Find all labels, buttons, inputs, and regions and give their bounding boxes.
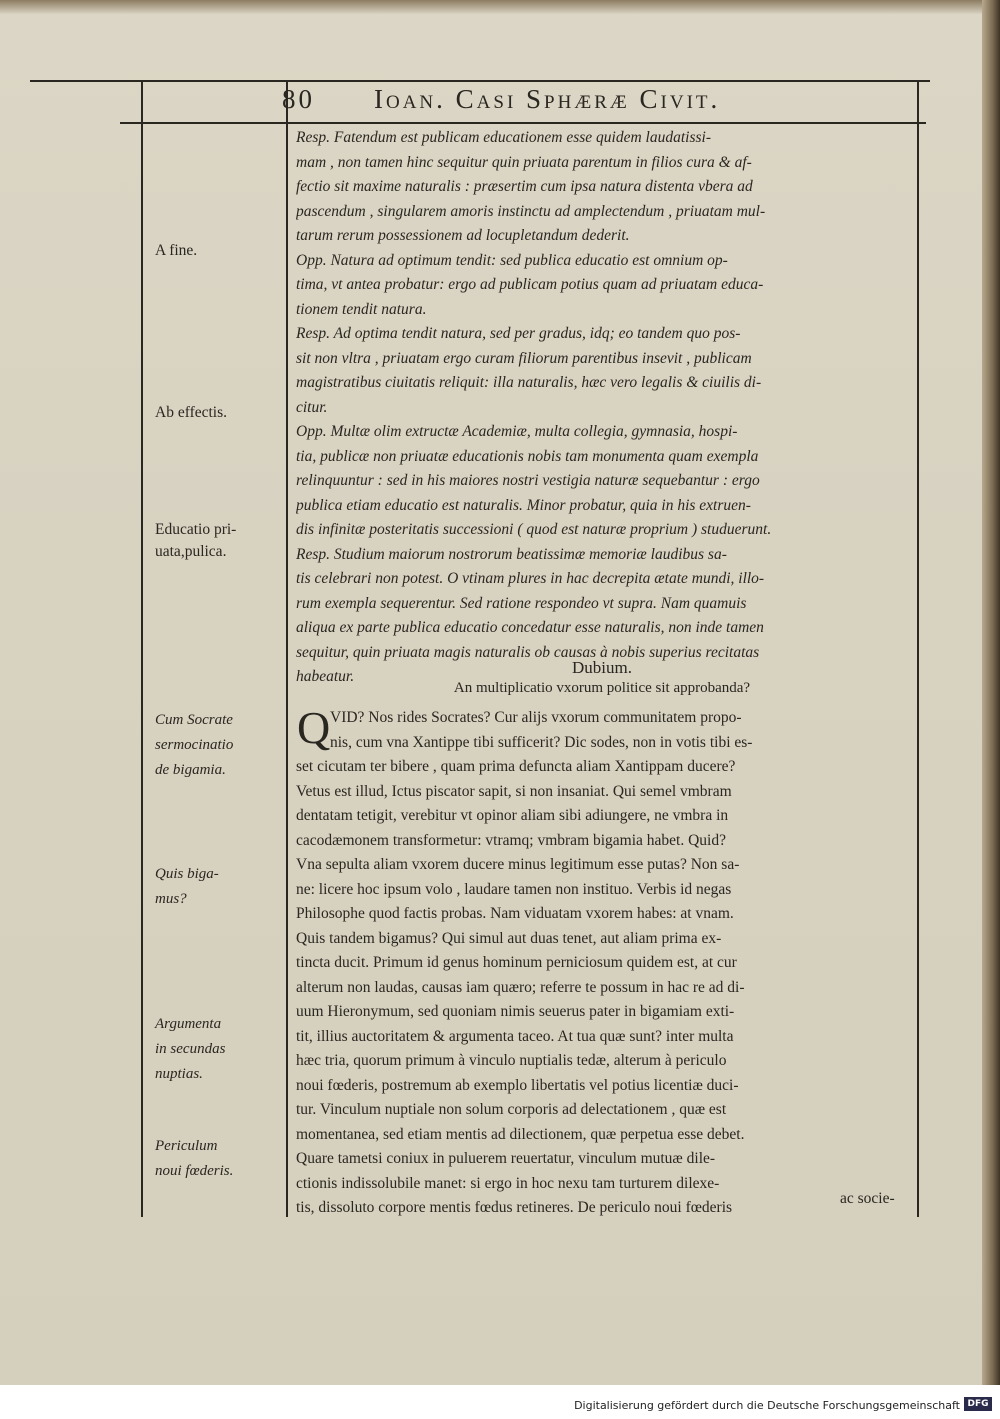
text-line: Resp. Ad optima tendit natura, sed per gradus, idq; eo tandem quo pos- <box>296 325 741 342</box>
text-line: noui fœderis, postremum ab exemplo libertatis vel potius licentiæ duci- <box>296 1076 739 1094</box>
margin-note-bigamus: Quis biga- mus? <box>155 866 219 907</box>
text-line: Philosophe quod factis probas. Nam viduatam vxorem habes: at vnam. <box>296 905 734 922</box>
text-line: tarum rerum possessionem ad locupletandum dederit. <box>296 227 630 244</box>
text-line: Quis tandem bigamus? Qui simul aut duas tenet, aut aliam prima ex- <box>296 929 722 947</box>
text-line: dentatam tetigit, verebitur vt opinor aliam sibi adiungere, ne vmbra in <box>296 807 729 824</box>
text-line: sequitur, quin priuata magis naturalis ob causas à nobis superius recitatas <box>296 643 760 661</box>
outer-margin-rule <box>141 82 143 1217</box>
margin-note-a-fine: A fine. <box>155 242 198 259</box>
text-line: Quare tametsi coniux in puluerem reuertatur, vinculum mutuæ dile- <box>296 1150 716 1167</box>
page-top-edge <box>0 0 1000 14</box>
text-line: sit non vltra , priuatam ergo curam filiorum parentibus insevit , publicam <box>296 349 752 367</box>
gutter-rule <box>286 82 288 1217</box>
text-line: tur. Vinculum nuptiale non solum corporis ad delectationem , quæ est <box>296 1101 727 1118</box>
text-line: mam , non tamen hinc sequitur quin priuata parentum in filios cura & af- <box>296 153 752 171</box>
text-line: pascendum , singularem amoris instinctu ad amplectendum , priuatam mul- <box>296 202 766 220</box>
text-line: Resp. Studium maiorum nostrorum beatissimæ memoriæ laudibus sa- <box>296 545 727 563</box>
running-header <box>282 84 922 120</box>
text-line: tincta ducit. Primum id genus hominum perniciosum quidem est, at cur <box>296 954 737 971</box>
inner-rule <box>917 82 919 1217</box>
drop-capital: Q <box>297 702 331 753</box>
text-line: nis, cum vna Xantippe tibi sufficerit? Dic sodes, non in votis tibi es- <box>330 733 753 751</box>
text-line: fectio sit maxime naturalis : præsertim cum ipsa natura distenta vbera ad <box>296 178 753 195</box>
text-line: Opp. Natura ad optimum tendit: sed publica educatio est omnium op- <box>296 251 728 269</box>
top-rule <box>30 80 930 82</box>
text-line: ne: licere hoc ipsum volo , laudare tamen non instituo. Verbis id negas <box>296 880 732 898</box>
text-line: uum Hieronymum, sed quoniam nimis seuerus pater in bigamiam exti- <box>296 1003 735 1020</box>
footer-credit: Digitalisierung gefördert durch die Deutsche Forschungsgemeinschaft <box>574 1399 960 1412</box>
text-line: aliqua ex parte publica educatio concedatur esse naturalis, non inde tamen <box>296 619 764 636</box>
text-line: tis celebrari non potest. O vtinam plures in hac decrepita ætate mundi, illo- <box>296 570 765 587</box>
text-line: ctionis indissolubile manet: si ergo in hoc nexu tam turturem dilexe- <box>296 1174 720 1192</box>
digitization-footer <box>0 1385 1000 1419</box>
text-line: Vna sepulta aliam vxorem ducere minus legitimum esse putas? Non sa- <box>296 856 740 873</box>
margin-note-argumenta: Argumenta in secundas nuptias. <box>155 1016 226 1082</box>
margin-note-periculum: Periculum noui fœderis. <box>155 1138 234 1179</box>
catchword: ac socie- <box>840 1190 895 1207</box>
text-line: hæc tria, quorum primum à vinculo nuptialis tedæ, alterum à periculo <box>296 1052 727 1069</box>
argument-section <box>296 126 908 690</box>
text-line: set cicutam ter bibere , quam prima defuncta aliam Xantippam ducere? <box>296 758 736 775</box>
text-line: habeatur. <box>296 668 355 685</box>
page-spine-edge <box>982 0 1000 1385</box>
text-line: tis, dissoluto corpore mentis fœdus retineres. De periculo noui fœderis <box>296 1199 733 1216</box>
text-line: publica etiam educatio est naturalis. Minor probatur, quia in his extruen- <box>296 496 751 514</box>
dubium-question: An multiplicatio vxorum politice sit approbanda? <box>453 680 751 696</box>
text-line: tionem tendit natura. <box>296 300 427 318</box>
dubium-section <box>296 702 908 1221</box>
text-line: magistratibus ciuitatis reliquit: illa naturalis, hæc vero legalis & ciuilis di- <box>296 374 762 391</box>
margin-note-educatio: Educatio pri- uata,pulica. <box>155 521 237 560</box>
text-line: tit, illius auctoritatem & argumenta taceo. At tua quæ sunt? inter multa <box>296 1027 734 1045</box>
text-line: dis infinitæ posteritatis successioni ( quod est naturæ proprium ) studuerunt. <box>296 521 772 538</box>
text-line: rum exempla sequerentur. Sed ratione respondeo vt supra. Nam quamuis <box>296 594 747 612</box>
margin-note-ab-effectis: Ab effectis. <box>155 404 228 421</box>
page-number: 80 <box>282 84 315 114</box>
text-line: cacodæmonem transformetur: vtramq; vmbram bigamia habet. Quid? <box>296 831 726 849</box>
text-line: Resp. Fatendum est publicam educationem esse quidem laudatissi- <box>296 129 711 146</box>
text-line: Vetus est illud, Ictus piscator sapit, si non insaniat. Qui semel vmbram <box>296 782 732 800</box>
text-line: Opp. Multæ olim extructæ Academiæ, multa collegia, gymnasia, hospi- <box>296 423 738 440</box>
text-line: VID? Nos rides Socrates? Cur alijs vxorum communitatem propo- <box>330 709 742 726</box>
dfg-logo: DFG <box>964 1397 992 1411</box>
running-title: Ioan. Casi Sphæræ Civit. <box>374 84 721 114</box>
text-line: citur. <box>296 398 328 416</box>
dubium-heading: Dubium. <box>572 658 632 677</box>
text-line: momentanea, sed etiam mentis ad dilectionem, quæ perpetua esse debet. <box>296 1125 745 1143</box>
margin-note-socrate: Cum Socrate sermocinatio de bigamia. <box>155 712 234 778</box>
text-line: tima, vt antea probatur: ergo ad publicam potius quam ad priuatam educa- <box>296 276 764 293</box>
text-line: tia, publicæ non priuatæ educationis nobis tam monumenta quam exempla <box>296 447 759 465</box>
text-line: relinquuntur : sed in his maiores nostri vestigia naturæ sequebantur : ergo <box>296 472 760 489</box>
header-rule <box>120 122 926 124</box>
text-line: alterum non laudas, causas iam quæro; referre te possum in hac re ad di- <box>296 978 745 996</box>
